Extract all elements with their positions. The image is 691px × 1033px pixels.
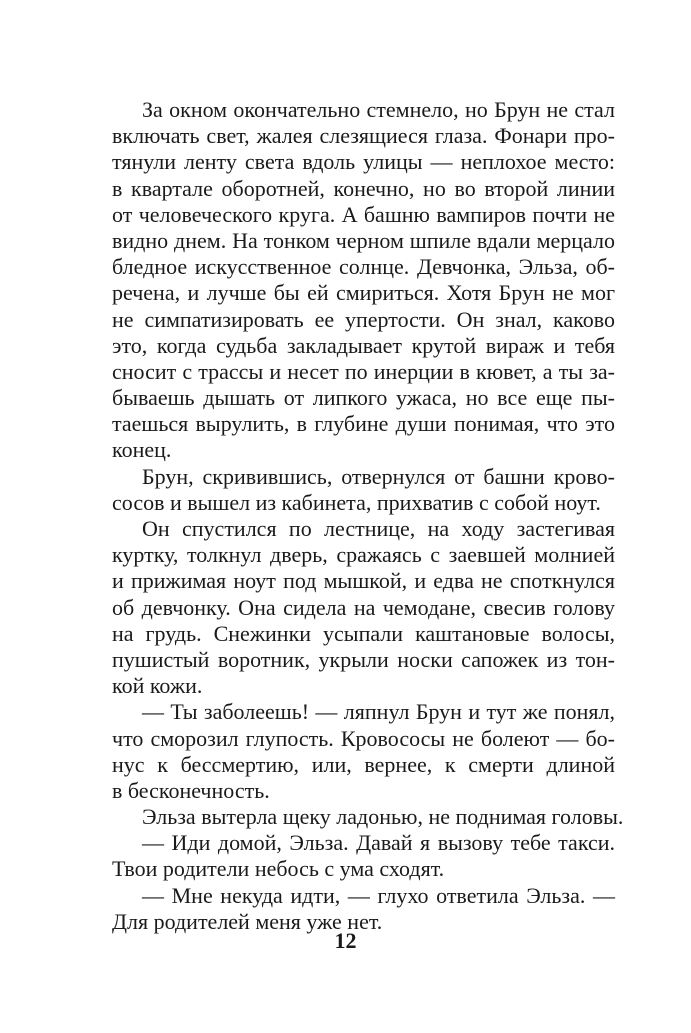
text-line: Твои родители небось с ума сходят. [112, 856, 445, 882]
text-line: в бесконечность. [112, 777, 270, 803]
text-line: нус к бессмертию, или, вернее, к смерти длиной [112, 751, 615, 777]
text-line: видно днем. На тонком черном шпиле вдали мерцало [112, 227, 615, 253]
text-line: сносит с трассы и несет по инерции в кювет, а ты за- [112, 358, 615, 384]
text-line: таешься вырулить, в глубине души понимая, что это [112, 411, 615, 437]
text-line: сосов и вышел из кабинета, прихватив с собой ноут. [112, 489, 601, 515]
text-line: — Иди домой, Эльза. Давай я вызову тебе такси. [142, 830, 615, 856]
text-line: тянули ленту света вдоль улицы — неплохое место: [112, 149, 615, 175]
text-line: — Мне некуда идти, — глухо ответила Эльза. — [142, 882, 615, 908]
paragraph [112, 464, 615, 516]
paragraph [112, 97, 615, 464]
text-line: пушистый воротник, укрыли носки сапожек из тон- [112, 646, 615, 672]
text-line: Он спустился по лестнице, на ходу застегивая [142, 516, 615, 541]
text-line: от человеческого круга. А башню вампиров почти не [112, 201, 615, 227]
text-line: и прижимая ноут под мышкой, и едва не споткнулся [112, 568, 615, 594]
text-line: конец. [112, 437, 172, 463]
paragraph [112, 516, 615, 699]
text-line: на грудь. Снежинки усыпали каштановые волосы, [112, 620, 615, 646]
text-line: За окном окончательно стемнело, но Брун не стал [142, 97, 615, 122]
text-line: бледное искусственное солнце. Девчонка, Эльза, об- [112, 254, 615, 280]
paragraph [112, 804, 624, 830]
paragraph [112, 699, 615, 804]
text-line: не симпатизировать ее упертости. Он знал, каково [112, 306, 615, 332]
book-page-text [112, 97, 624, 935]
text-line: куртку, толкнул дверь, сражаясь с заевшей молнией [112, 542, 615, 568]
text-line: Брун, скривившись, отвернулся от башни крово- [142, 463, 615, 489]
text-line: что сморозил глупость. Кровососы не болеют — бо- [112, 725, 615, 751]
text-line: это, когда судьба закладывает крутой вираж и тебя [112, 332, 615, 358]
text-line: включать свет, жалея слезящиеся глаза. Фонари про- [112, 123, 615, 149]
text-line: кой кожи. [112, 673, 203, 699]
text-line: — Ты заболеешь! — ляпнул Брун и тут же понял, [142, 699, 615, 725]
text-line: бываешь дышать от липкого ужаса, но все еще пы- [112, 385, 615, 411]
text-line: речена, и лучше бы ей смириться. Хотя Брун не мог [112, 280, 615, 306]
text-line: Для родителей меня уже нет. [112, 908, 383, 934]
page-number: 12 [334, 928, 357, 953]
text-line: об девчонку. Она сидела на чемодане, свесив голову [112, 594, 615, 620]
paragraph [112, 830, 615, 882]
text-line: Эльза вытерла щеку ладонью, не поднимая головы. [142, 804, 624, 830]
text-line: в квартале оборотней, конечно, но во второй линии [112, 175, 615, 201]
